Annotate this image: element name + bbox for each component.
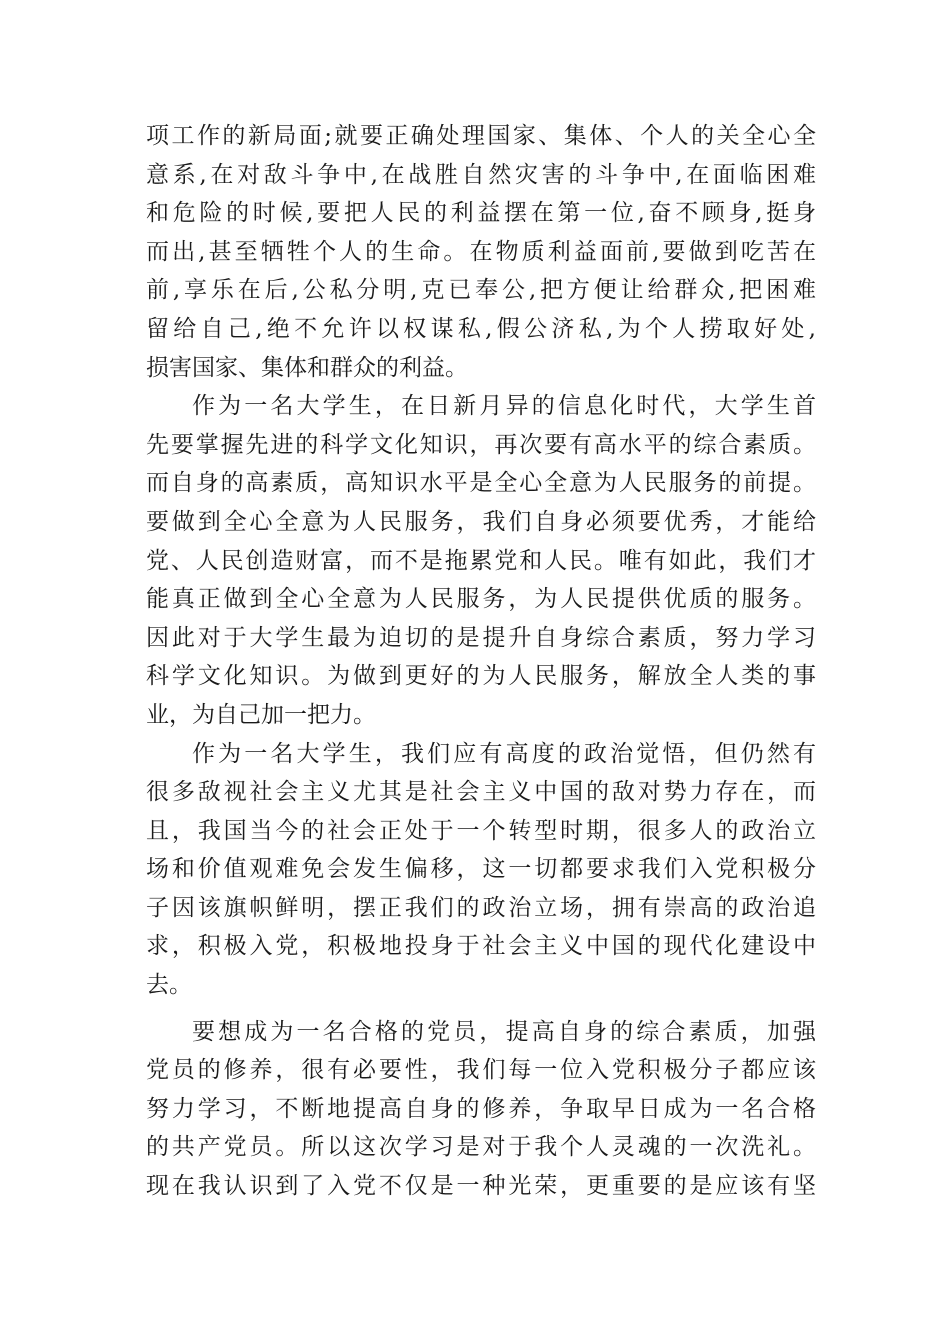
text-line: 的共产党员。所以这次学习是对于我个人灵魂的一次洗礼。: [146, 1134, 816, 1161]
paragraph-1: [146, 117, 816, 387]
text-line: 留给自己,绝不允许以权谋私,假公济私,为个人捞取好处,: [146, 315, 816, 342]
document-body: [146, 117, 816, 1206]
text-line: 能真正做到全心全意为人民服务，为人民提供优质的服务。: [146, 586, 816, 613]
paragraph-2: [146, 387, 816, 734]
text-line: 很多敌视社会主义尤其是社会主义中国的敌对势力存在，而: [146, 779, 816, 806]
text-line: 要做到全心全意为人民服务，我们自身必须要优秀，才能给: [146, 508, 816, 535]
text-line: 子因该旗帜鲜明，摆正我们的政治立场，拥有崇高的政治追: [146, 894, 816, 921]
text-line: 党、人民创造财富，而不是拖累党和人民。唯有如此，我们才: [146, 547, 816, 574]
text-line: 努力学习，不断地提高自身的修养，争取早日成为一名合格: [146, 1095, 816, 1122]
paragraph-3: [146, 735, 816, 1005]
text-line: 项工作的新局面;就要正确处理国家、集体、个人的关全心全: [146, 123, 816, 149]
text-line: 要想成为一名合格的党员，提高自身的综合素质，加强: [192, 1018, 816, 1045]
text-line: 而出,甚至牺牲个人的生命。在物质利益面前,要做到吃苦在: [146, 238, 816, 265]
text-line: 去。: [146, 972, 192, 999]
text-line: 意系,在对敌斗争中,在战胜自然灾害的斗争中,在面临困难: [146, 161, 816, 188]
text-line: 科学文化知识。为做到更好的为人民服务，解放全人类的事: [146, 663, 816, 690]
text-line: 而自身的高素质，高知识水平是全心全意为人民服务的前提。: [146, 470, 816, 497]
text-line: 先要掌握先进的科学文化知识，再次要有高水平的综合素质。: [146, 431, 816, 458]
text-line: 求，积极入党，积极地投身于社会主义中国的现代化建设中: [146, 933, 816, 960]
text-line: 损害国家、集体和群众的利益。: [146, 354, 468, 381]
text-line: 作为一名大学生，在日新月异的信息化时代，大学生首: [192, 393, 816, 420]
text-line: 且，我国当今的社会正处于一个转型时期，很多人的政治立: [146, 817, 816, 844]
text-line: 作为一名大学生，我们应有高度的政治觉悟，但仍然有: [192, 740, 816, 767]
text-line: 党员的修养，很有必要性，我们每一位入党积极分子都应该: [146, 1057, 816, 1084]
paragraph-4: [146, 1013, 816, 1206]
paragraph-gap: [146, 1005, 816, 1013]
text-line: 业，为自己加一把力。: [146, 701, 376, 728]
text-line: 现在我认识到了入党不仅是一种光荣，更重要的是应该有坚: [146, 1173, 816, 1200]
text-line: 前,享乐在后,公私分明,克已奉公,把方便让给群众,把困难: [146, 277, 816, 304]
text-line: 和危险的时候,要把人民的利益摆在第一位,奋不顾身,挺身: [146, 200, 816, 227]
text-line: 因此对于大学生最为迫切的是提升自身综合素质，努力学习: [146, 624, 816, 651]
text-line: 场和价值观难免会发生偏移，这一切都要求我们入党积极分: [146, 856, 816, 883]
